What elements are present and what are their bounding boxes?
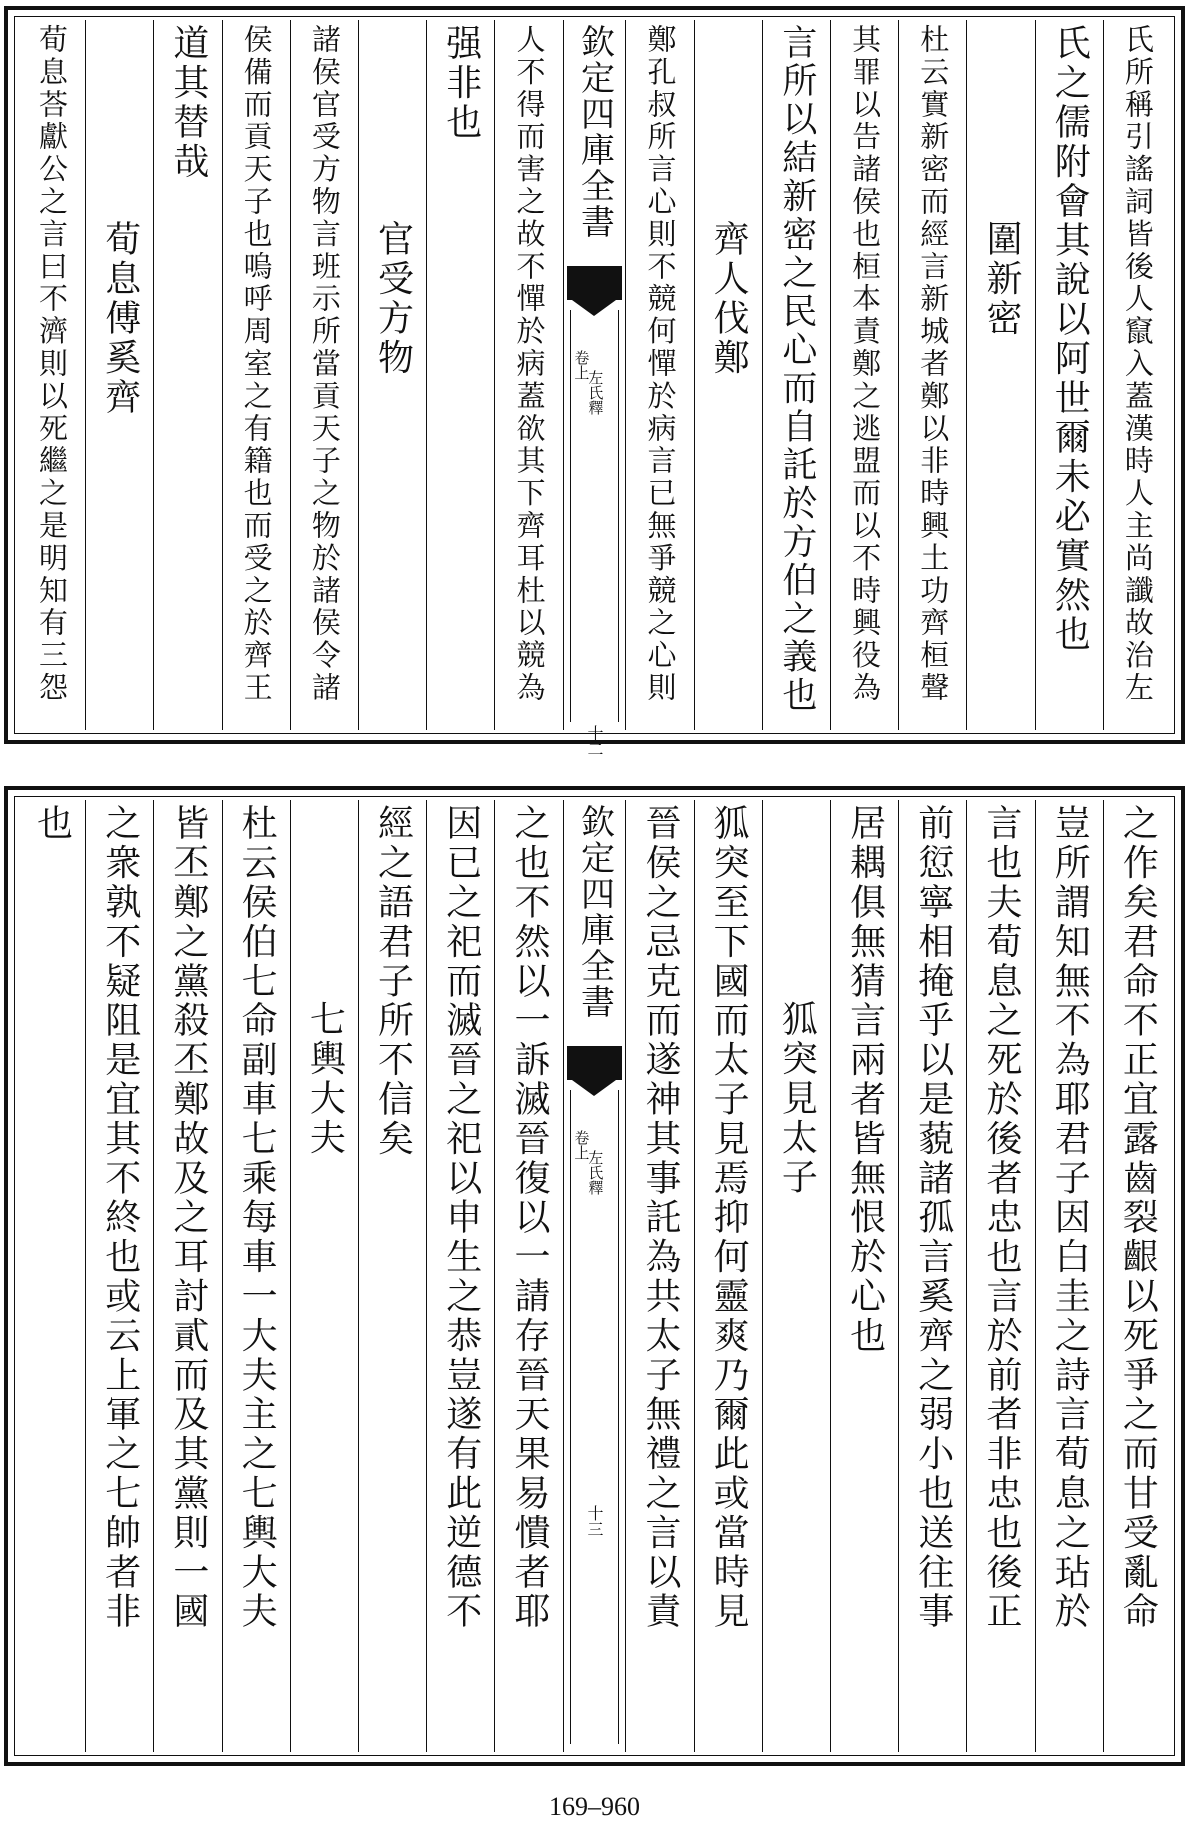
heading-column xyxy=(966,20,1034,730)
text-line: 也 xyxy=(31,804,73,844)
text-column xyxy=(1103,20,1171,730)
section-title: 左氏釋 xyxy=(586,370,605,415)
text-column xyxy=(18,800,85,1752)
center-rule-right xyxy=(618,1090,620,1744)
text-line: 人不得而害之故不憚於病蓋欲其下齊耳杜以競為 xyxy=(512,24,547,705)
text-line: 經之語君子所不信矣 xyxy=(372,804,414,1159)
fish-tail-mark xyxy=(567,1046,623,1080)
center-rule-left xyxy=(570,310,572,722)
text-column xyxy=(625,800,693,1752)
text-column xyxy=(494,800,562,1752)
text-column xyxy=(153,800,221,1752)
text-line: 强非也 xyxy=(440,24,482,143)
text-column xyxy=(830,20,898,730)
center-rule-left xyxy=(570,1090,572,1744)
text-column xyxy=(358,800,426,1752)
text-line: 杜云實新密而經言新城者鄭以非時興土功齊桓聲 xyxy=(916,24,951,705)
text-column xyxy=(290,20,358,730)
center-fold-column xyxy=(563,800,626,1752)
text-line: 氏所稱引謠詞皆後人竄入蓋漢時人主尚讖故治左 xyxy=(1120,24,1155,705)
text-column xyxy=(1103,800,1171,1752)
heading-column xyxy=(762,800,830,1752)
text-column xyxy=(153,20,221,730)
text-line: 侯備而貢天子也嗚呼周室之有籍也而受之於齊王 xyxy=(239,24,274,705)
top-text-columns xyxy=(18,20,1171,757)
text-column xyxy=(694,800,762,1752)
text-line: 居耦俱無猜言兩者皆無恨於心也 xyxy=(844,804,886,1356)
text-line: 言也夫荀息之死於後者忠也言於前者非忠也後正 xyxy=(980,804,1022,1632)
volume-label: 卷上 xyxy=(572,350,591,380)
section-heading: 圍新密 xyxy=(980,220,1022,339)
text-line: 鄭孔叔所言心則不競何憚於病言已無爭競之心則 xyxy=(643,24,678,705)
text-column xyxy=(898,800,966,1752)
heading-column xyxy=(290,800,358,1752)
footer-page-label: 169–960 xyxy=(549,1792,640,1821)
text-column xyxy=(830,800,898,1752)
text-column xyxy=(426,800,494,1752)
center-fold-column xyxy=(563,20,626,757)
section-title: 左氏釋 xyxy=(586,1150,605,1195)
fish-tail-mark xyxy=(567,266,623,300)
text-column xyxy=(1035,20,1103,730)
text-column xyxy=(222,20,290,730)
running-title: 欽定四庫全書 xyxy=(574,24,615,240)
text-column xyxy=(898,20,966,730)
text-line: 諸侯官受方物言班示所當貢天子之物於諸侯令諸 xyxy=(307,24,342,705)
bottom-page-panel xyxy=(4,786,1185,1766)
bottom-text-columns xyxy=(18,800,1171,1752)
folio-number: 十三 xyxy=(584,1505,604,1537)
section-heading: 荀息傅奚齊 xyxy=(99,220,141,417)
text-line: 道其替哉 xyxy=(167,24,209,182)
running-title: 欽定四庫全書 xyxy=(574,804,615,1020)
text-column xyxy=(18,20,85,730)
text-column xyxy=(1035,800,1103,1752)
text-line: 因已之祀而滅晉之祀以申生之恭豈遂有此逆德不 xyxy=(440,804,482,1632)
text-column xyxy=(222,800,290,1752)
text-line: 其罪以告諸侯也桓本責鄭之逃盟而以不時興役為 xyxy=(848,24,883,705)
text-line: 荀息荅獻公之言曰不濟則以死繼之是明知有三怨 xyxy=(35,24,70,705)
text-line: 前愆寧相掩乎以是藐諸孤言奚齊之弱小也送往事 xyxy=(912,804,954,1632)
text-line: 言所以結新密之民心而自託於方伯之義也 xyxy=(776,24,817,716)
text-column xyxy=(966,800,1034,1752)
text-column xyxy=(494,20,562,730)
section-heading: 官受方物 xyxy=(372,220,414,378)
text-line: 之也不然以一訴滅晉復以一請存晉天果易憒者耶 xyxy=(508,804,550,1632)
section-heading: 七輿大夫 xyxy=(304,1000,346,1158)
top-page-panel xyxy=(4,6,1185,757)
section-heading: 狐突見太子 xyxy=(776,1000,818,1197)
volume-label: 卷上 xyxy=(572,1130,591,1160)
folio-number: 十二 xyxy=(584,725,604,757)
text-column xyxy=(426,20,494,730)
text-column xyxy=(625,20,693,730)
text-line: 晉侯之忌克而遂神其事託為共太子無禮之言以責 xyxy=(639,804,681,1632)
text-line: 之作矣君命不正宜露齒裂齦以死爭之而甘受亂命 xyxy=(1117,804,1159,1632)
text-line: 之衆孰不疑阻是宜其不終也或云上軍之七帥者非 xyxy=(99,804,141,1632)
text-line: 狐突至下國而太子見焉抑何靈爽乃爾此或當時見 xyxy=(708,804,750,1632)
text-line: 皆丕鄭之黨殺丕鄭故及之耳討貳而及其黨則一國 xyxy=(167,804,209,1632)
heading-column xyxy=(85,20,153,730)
heading-column xyxy=(694,20,762,730)
section-heading: 齊人伐鄭 xyxy=(708,220,750,378)
text-line: 杜云侯伯七命副車七乘每車一大夫主之七輿大夫 xyxy=(236,804,278,1632)
text-column xyxy=(85,800,153,1752)
heading-column xyxy=(358,20,426,730)
text-line: 豈所謂知無不為耶君子因白圭之詩言荀息之玷於 xyxy=(1049,804,1091,1632)
center-rule-right xyxy=(618,310,620,722)
text-line: 氏之儒附會其說以阿世爾未必實然也 xyxy=(1049,24,1091,655)
text-column xyxy=(762,20,830,730)
